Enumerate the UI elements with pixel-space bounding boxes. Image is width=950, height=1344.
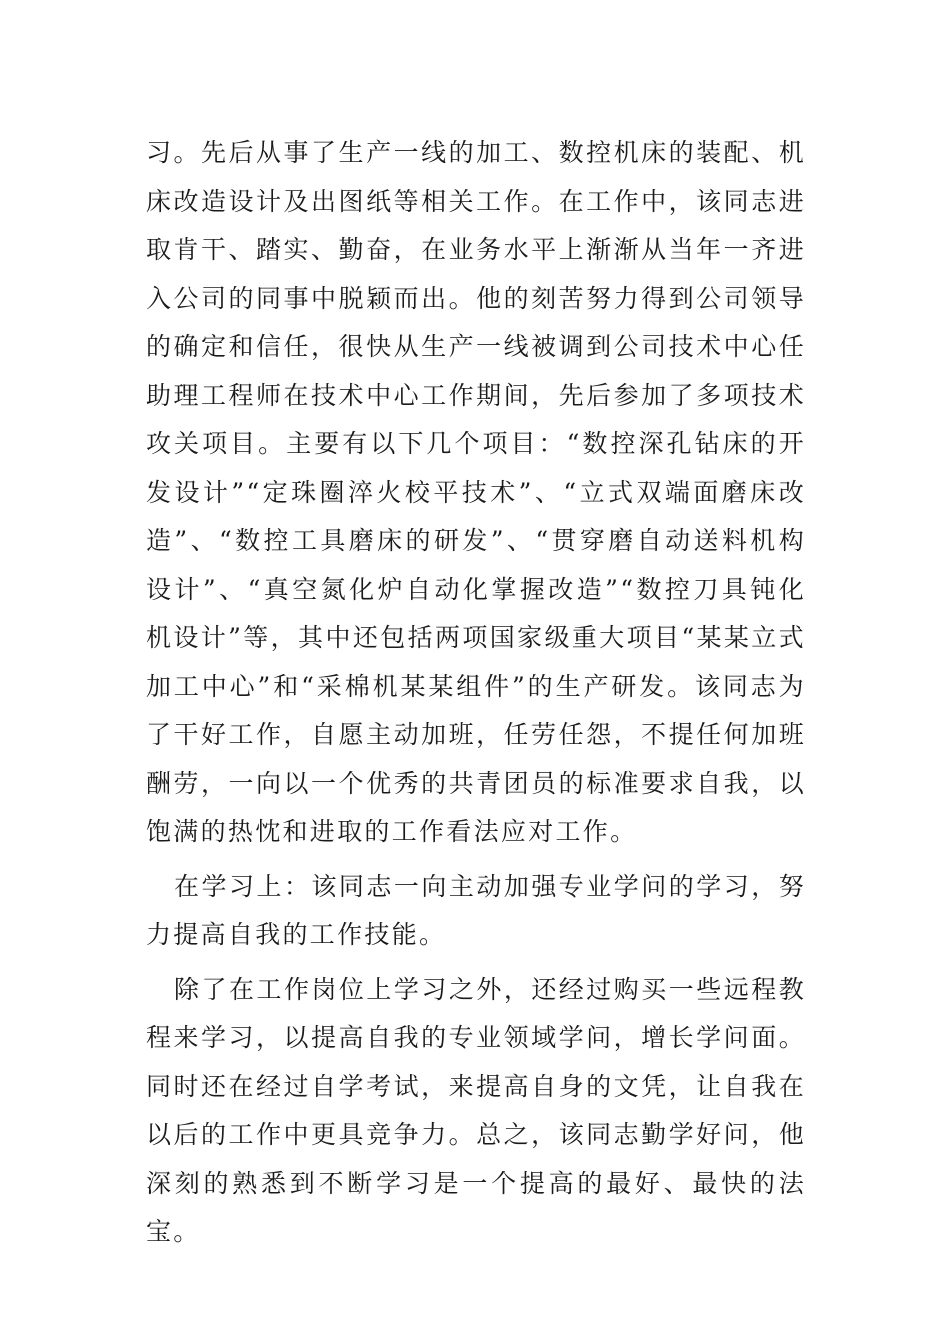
paragraph-study-intro: 在学习上：该同志一向主动加强专业学问的学习，努力提高自我的工作技能。: [146, 871, 806, 949]
paragraph-work-experience: 习。先后从事了生产一线的加工、数控机床的装配、机床改造设计及出图纸等相关工作。在工作中，该同志进取肯干、踏实、勤奋，在业务水平上渐渐从当年一齐进入公司的同事中脱颖而出。他的刻苦努力得到公司领导的确定和信任，很快从生产一线被调到公司技术中心任助理工程师在技术中心工作期间，先后参加了多项技术攻关项目。主要有以下几个项目：“数控深孔钻床的开发设计”“定珠圈淬火校平技术”、“立式双端面磨床改造”、“数控工具磨床的研发”、“贯穿磨自动送料机构设计”、“真空氮化炉自动化掌握改造”“数控刀具钝化机设计”等，其中还包括两项国家级重大项目“某某立式加工中心”和“采棉机某某组件”的生产研发。该同志为了干好工作，自愿主动加班，任劳任怨，不提任何加班酬劳，一向以一个优秀的共青团员的标准要求自我，以饱满的热忱和进取的工作看法应对工作。: [146, 138, 806, 846]
document-body: [146, 129, 806, 1263]
paragraph-study-detail: 除了在工作岗位上学习之外，还经过购买一些远程教程来学习，以提高自我的专业领域学问，增长学问面。同时还在经过自学考试，来提高自身的文凭，让自我在以后的工作中更具竞争力。总之，该同志勤学好问，他深刻的熟悉到不断学习是一个提高的最好、最快的法宝。: [146, 974, 806, 1246]
